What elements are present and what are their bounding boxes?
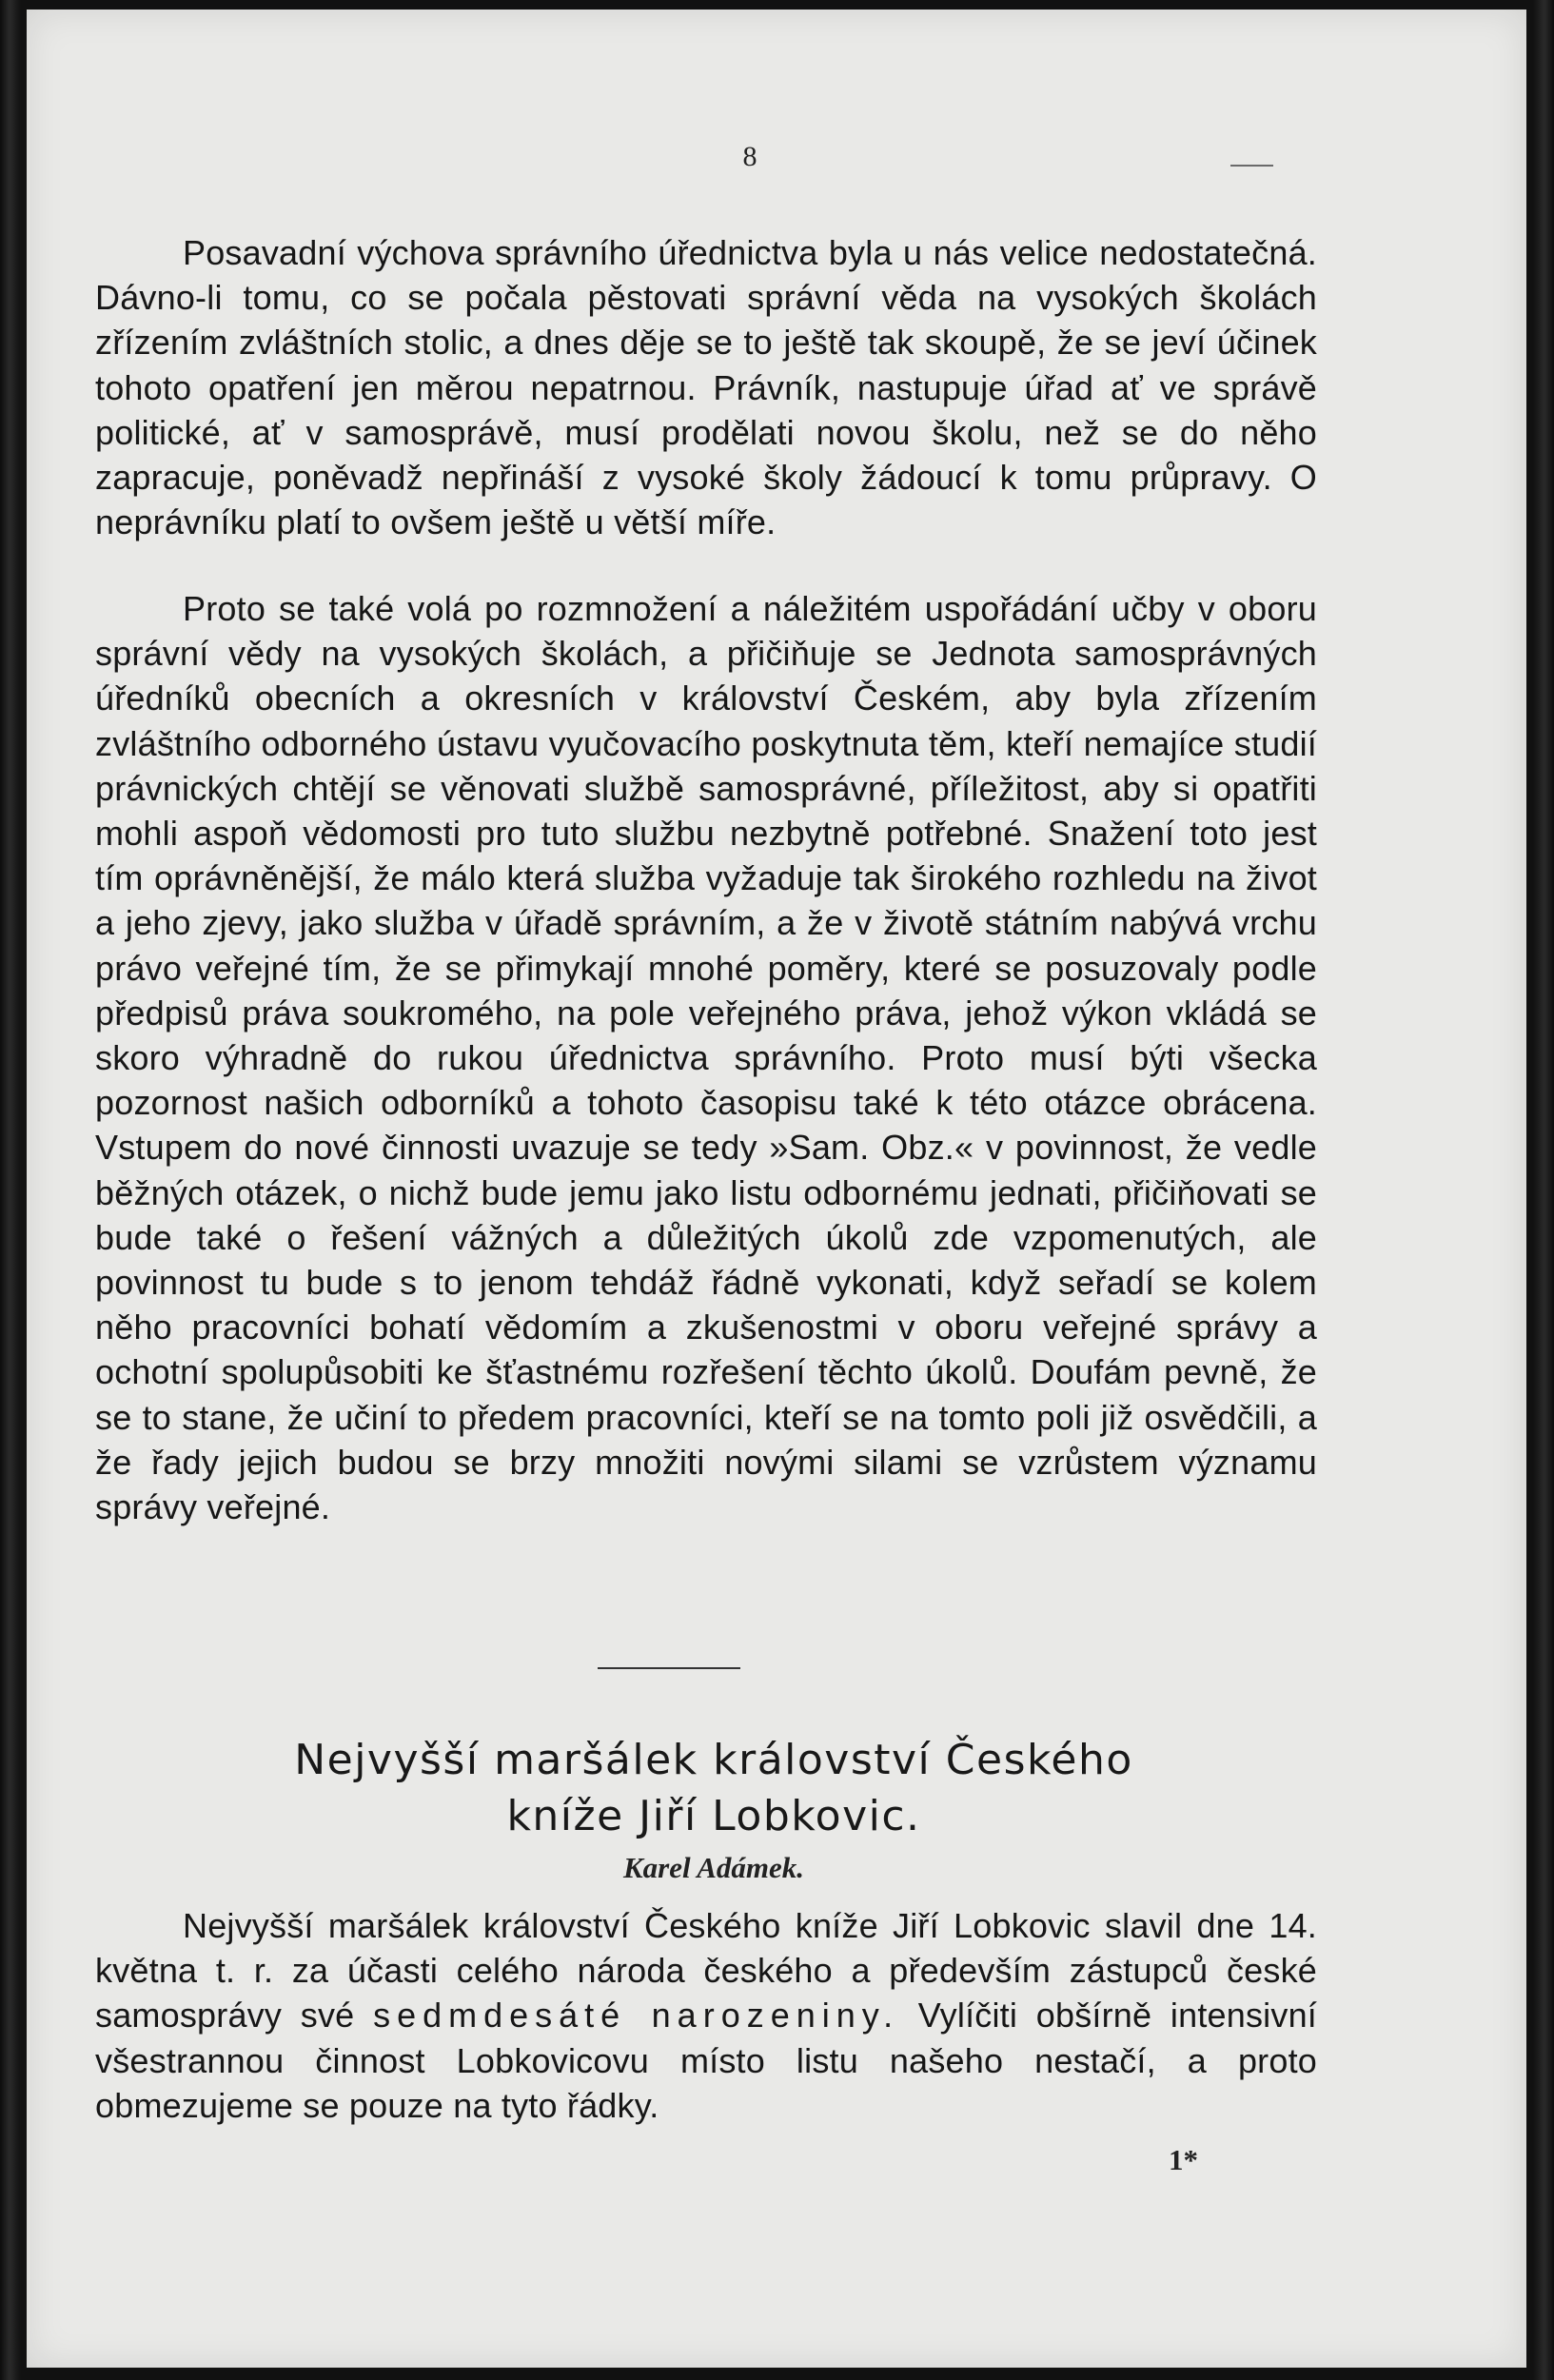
article-paragraph-text	[95, 1903, 1317, 2128]
article-title-line-1: Nejvyšší maršálek království Českého	[294, 1736, 1133, 1784]
paragraph-1	[95, 230, 1317, 544]
article-text-spaced: sedmdesáté narozeniny.	[373, 1996, 900, 2036]
article-title	[219, 1732, 1209, 1844]
article-text-before: Nejvyšší maršálek království Českého kníže Jiří Lobkovic slavil dne 14. května t. r. za účasti celého národa českého a především zástupců české samosprávy své	[95, 1906, 1317, 2036]
header-dash	[1230, 165, 1273, 167]
paragraph-2	[95, 586, 1317, 1529]
paragraph-text: Proto se také volá po rozmnožení a náležitém uspořádání učby v oboru správní vědy na vysokých školách, a přičiňuje se Jednota samosprávných úředníků obecních a okresních v království Českém, aby byla zřízením zvláštního odborného ústavu vyučovacího poskytnuta těm, kteří nemajíce studií právnických chtějí se věnovati službě samosprávné, příležitost, aby si opatřiti mohli aspoň vědomosti pro tuto službu nezbytně potřebné. Snažení toto jest tím oprávněnější, že málo která služba vyžaduje tak širokého rozhledu na život a jeho zjevy, jako služba v úřadě správním, a že v životě státním nabývá vrchu právo veřejné tím, že se přimykají mnohé poměry, které se posuzovaly podle předpisů práva soukromého, na pole veřejného práva, jehož výkon vkládá se skoro výhradně do rukou úřednictva správního. Proto musí býti všecka pozornost našich odborníků a tohoto časopisu také k této otázce obrácena. Vstupem do nové činnosti uvazuje se tedy »Sam. Obz.« v povinnost, že vedle běžných otázek, o nichž bude jemu jako listu odbornému jednati, přičiňovati se bude také o řešení vážných a důležitých úkolů zde vzpomenutých, ale povinnost tu bude s to jenom tehdáž řádně vykonati, když seřadí se kolem něho pracovníci bohatí vědomím a zkušenostmi v oboru veřejné správy a ochotní spolupůsobiti ke šťastnému rozřešení těchto úkolů. Doufám pevně, že se to stane, že učiní to předem pracovníci, kteří se na tomto poli již osvědčili, a že řady jejich budou se brzy množiti novými silami se vzrůstem významu správy veřejné.	[95, 589, 1317, 1527]
article-paragraph	[95, 1903, 1317, 2128]
article-text-after: Vylíčiti obšírně intensivní všestrannou činnost Lobkovicovu místo listu našeho nestačí, a proto obmezujeme se pouze na tyto řádky.	[95, 1996, 1317, 2125]
page-number: 8	[742, 141, 757, 172]
article-author: Karel Adámek.	[622, 1851, 804, 1884]
paragraph-text: Posavadní výchova správního úřednictva byla u nás velice nedostatečná. Dávno-li tomu, co se počala pěstovati správní věda na vysokých školách zřízením zvláštních stolic, a dnes děje se to ještě tak skoupě, že se jeví účinek tohoto opatření jen měrou nepatrnou. Právník, nastupuje úřad ať ve správě politické, ať v samosprávě, musí prodělati novou školu, než se do něho zapracuje, poněvadž nepřináší z vysoké školy žádoucí k tomu průpravy. O neprávníku platí to ovšem ještě u větší míře.	[95, 233, 1317, 542]
section-divider	[598, 1667, 740, 1669]
signature-mark: 1*	[1169, 2143, 1198, 2176]
article-title-line-2: kníže Jiří Lobkovic.	[506, 1792, 921, 1840]
